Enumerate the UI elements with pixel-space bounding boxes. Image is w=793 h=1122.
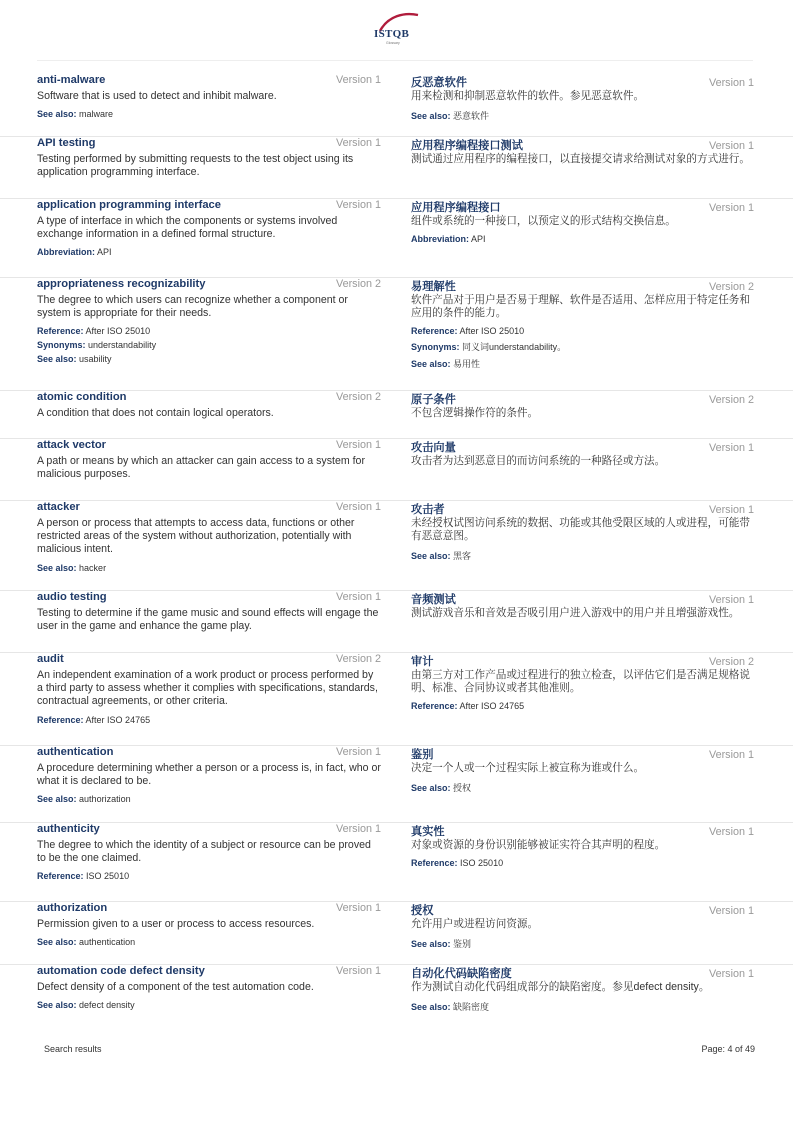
term-link[interactable]: authorization xyxy=(37,902,108,914)
footer-search-results: Search results xyxy=(44,1044,102,1054)
meta-label: Synonyms: xyxy=(411,342,460,353)
entry-header xyxy=(411,591,754,606)
logo-tagline: Glossary xyxy=(386,41,400,45)
english-entry xyxy=(37,501,381,590)
meta-value: 同义词understandability。 xyxy=(462,342,567,353)
definition-text: 未经授权试图访问系统的数据、功能或其他受限区域的人或进程，可能带有恶意意图。 xyxy=(411,517,750,543)
meta-value[interactable]: 授权 xyxy=(453,783,472,794)
meta-line xyxy=(411,781,754,794)
definition-text: A path or means by which an attacker can gain access to a system for malicious purposes. xyxy=(37,455,365,481)
version-label: Version 1 xyxy=(708,140,754,152)
meta-line xyxy=(37,1000,381,1010)
english-entry xyxy=(37,74,381,136)
entry-header xyxy=(37,74,381,89)
entry-header xyxy=(411,965,754,980)
chinese-entry xyxy=(411,74,754,136)
page-footer xyxy=(44,1044,755,1054)
meta-value[interactable]: defect density xyxy=(79,1000,135,1011)
chinese-entry xyxy=(411,199,754,277)
definition-text: 用来检测和抑制恶意软件的软件。参见恶意软件。 xyxy=(411,90,645,102)
meta-label: See also: xyxy=(411,939,451,950)
english-entry xyxy=(37,199,381,277)
version-label: Version 1 xyxy=(708,442,754,454)
version-label: Version 1 xyxy=(335,199,381,211)
header-divider xyxy=(37,60,753,61)
entry-header xyxy=(411,823,754,838)
version-label: Version 1 xyxy=(335,74,381,86)
meta-line xyxy=(37,715,381,725)
definition-text: Testing to determine if the game music and sound effects will engage the user in the game and enhance the game play. xyxy=(37,607,379,633)
meta-line xyxy=(411,326,754,336)
meta-value: ISO 25010 xyxy=(460,858,504,869)
definition-text: Testing performed by submitting requests to the test object using its application programming interface. xyxy=(37,153,354,179)
definition-text: Defect density of a component of the test automation code. xyxy=(37,981,314,993)
meta-value[interactable]: 鉴别 xyxy=(453,939,472,950)
term-link[interactable]: anti-malware xyxy=(37,74,106,86)
meta-value[interactable]: 缺陷密度 xyxy=(453,1002,490,1013)
meta-line xyxy=(411,234,754,244)
term-link[interactable]: 易理解性 xyxy=(411,281,456,293)
meta-value: After ISO 25010 xyxy=(85,326,151,337)
definition-text: 决定一个人或一个过程实际上被宣称为谁或什么。 xyxy=(411,762,645,774)
version-label: Version 1 xyxy=(708,749,754,761)
meta-line xyxy=(37,563,381,573)
entry-header xyxy=(411,391,754,406)
term-link[interactable]: atomic condition xyxy=(37,391,127,403)
meta-line xyxy=(411,549,754,562)
chinese-entry xyxy=(411,439,754,500)
version-label: Version 2 xyxy=(335,653,381,665)
meta-line xyxy=(37,247,381,257)
glossary-row xyxy=(0,137,793,199)
meta-value[interactable]: 黑客 xyxy=(453,551,472,562)
meta-value: After ISO 24765 xyxy=(85,714,151,725)
entry-header xyxy=(37,653,381,668)
term-link[interactable]: 攻击向量 xyxy=(411,442,456,454)
glossary-row xyxy=(0,823,793,902)
term-link[interactable]: 真实性 xyxy=(411,826,445,838)
term-link[interactable]: 应用程序编程接口 xyxy=(411,202,501,214)
definition-text: An independent examination of a work product or process performed by a third party to assess whether it complies with specifications, standards, contractual agreements, or other criteria. xyxy=(37,669,378,708)
definition-text: 对象或资源的身份识别能够被证实符合其声明的程度。 xyxy=(411,839,666,851)
glossary-row xyxy=(0,965,793,1027)
definition-text: Software that is used to detect and inhibit malware. xyxy=(37,90,277,102)
meta-line xyxy=(37,871,381,881)
english-entry xyxy=(37,439,381,500)
meta-label: See also: xyxy=(37,794,77,805)
glossary-entries xyxy=(0,74,793,1027)
glossary-row xyxy=(0,278,793,391)
entry-header xyxy=(411,653,754,668)
version-label: Version 2 xyxy=(708,656,754,668)
glossary-row xyxy=(0,653,793,746)
meta-value[interactable]: malware xyxy=(79,109,114,120)
english-entry xyxy=(37,823,381,901)
entry-header xyxy=(37,439,381,454)
version-label: Version 1 xyxy=(708,968,754,980)
version-label: Version 2 xyxy=(708,394,754,406)
entry-header xyxy=(37,391,381,406)
definition-text: 软件产品对于用户是否易于理解、软件是否适用、怎样应用于特定任务和应用的条件的能力。 xyxy=(411,294,750,320)
term-link[interactable]: 攻击者 xyxy=(411,504,445,516)
term-link[interactable]: authentication xyxy=(37,746,114,758)
term-link[interactable]: appropriateness recognizability xyxy=(37,278,206,290)
entry-header xyxy=(37,199,381,214)
meta-line xyxy=(37,354,381,364)
meta-line xyxy=(411,937,754,950)
entry-header xyxy=(37,591,381,606)
meta-line xyxy=(37,937,381,947)
definition-text: A condition that does not contain logical operators. xyxy=(37,407,274,419)
meta-value: API xyxy=(471,234,486,245)
chinese-entry xyxy=(411,823,754,901)
meta-label: Reference: xyxy=(411,326,458,337)
meta-label: Reference: xyxy=(37,714,84,725)
entry-header xyxy=(37,278,381,293)
english-entry xyxy=(37,965,381,1027)
meta-label: Reference: xyxy=(37,326,84,337)
istqb-logo xyxy=(372,12,420,48)
glossary-row xyxy=(0,439,793,501)
version-label: Version 1 xyxy=(335,137,381,149)
term-link[interactable]: 鉴别 xyxy=(411,749,434,761)
definition-text: 由第三方对工作产品或过程进行的独立检查，以评估它们是否满足规格说明、标准、合同协议或者其他准则。 xyxy=(411,669,750,695)
chinese-entry xyxy=(411,278,754,390)
meta-value: API xyxy=(97,247,112,258)
meta-value: After ISO 24765 xyxy=(459,701,525,712)
term-link[interactable]: attacker xyxy=(37,501,80,513)
chinese-entry xyxy=(411,965,754,1027)
meta-label: Reference: xyxy=(37,871,84,882)
meta-value[interactable]: 易用性 xyxy=(453,359,481,370)
definition-text: 测试通过应用程序的编程接口，以直接提交请求给测试对象的方式进行。 xyxy=(411,153,750,165)
version-label: Version 1 xyxy=(708,826,754,838)
glossary-row xyxy=(0,391,793,439)
version-label: Version 1 xyxy=(335,902,381,914)
entry-header xyxy=(37,746,381,761)
version-label: Version 1 xyxy=(335,501,381,513)
definition-text: A person or process that attempts to access data, functions or other restricted areas of the system without authorization, potentially with malicious intent. xyxy=(37,517,355,556)
definition-text: 组件或系统的一种接口，以预定义的形式结构交换信息。 xyxy=(411,215,676,227)
meta-value[interactable]: authentication xyxy=(79,937,136,948)
english-entry xyxy=(37,137,381,198)
meta-label: See also: xyxy=(37,109,77,120)
glossary-row xyxy=(0,902,793,965)
term-link[interactable]: application programming interface xyxy=(37,199,222,211)
version-label: Version 2 xyxy=(708,281,754,293)
term-link[interactable]: 审计 xyxy=(411,656,434,668)
english-entry xyxy=(37,902,381,964)
english-entry xyxy=(37,746,381,822)
chinese-entry xyxy=(411,746,754,822)
entry-header xyxy=(411,501,754,516)
version-label: Version 2 xyxy=(335,278,381,290)
meta-label: See also: xyxy=(37,937,77,948)
meta-line xyxy=(411,340,754,353)
chinese-entry xyxy=(411,501,754,590)
meta-label: Synonyms: xyxy=(37,340,86,351)
version-label: Version 1 xyxy=(708,504,754,516)
meta-line xyxy=(411,858,754,868)
meta-value[interactable]: hacker xyxy=(79,562,107,573)
definition-text: A type of interface in which the components or systems involved exchange information in a defined formal structure. xyxy=(37,215,338,241)
meta-line xyxy=(411,701,754,711)
definition-text: The degree to which users can recognize whether a component or system is appropriate for their needs. xyxy=(37,294,348,320)
entry-header xyxy=(37,137,381,152)
version-label: Version 1 xyxy=(335,746,381,758)
meta-line xyxy=(37,326,381,336)
english-entry xyxy=(37,653,381,745)
term-link[interactable]: audit xyxy=(37,653,64,665)
meta-line xyxy=(411,1000,754,1013)
entry-header xyxy=(411,74,754,89)
entry-header xyxy=(37,501,381,516)
term-link[interactable]: 原子条件 xyxy=(411,394,456,406)
chinese-entry xyxy=(411,137,754,198)
term-link[interactable]: attack vector xyxy=(37,439,107,451)
meta-value: After ISO 25010 xyxy=(459,326,525,337)
meta-value: understandability xyxy=(88,340,157,351)
chinese-entry xyxy=(411,391,754,438)
version-label: Version 1 xyxy=(708,594,754,606)
english-entry xyxy=(37,391,381,438)
definition-text: A procedure determining whether a person or a process is, in fact, who or what it is declared to be. xyxy=(37,762,381,788)
term-link[interactable]: authenticity xyxy=(37,823,100,835)
meta-label: Reference: xyxy=(411,858,458,869)
english-entry xyxy=(37,278,381,390)
meta-label: See also: xyxy=(411,111,451,122)
term-link[interactable]: automation code defect density xyxy=(37,965,205,977)
english-entry xyxy=(37,591,381,652)
version-label: Version 1 xyxy=(335,965,381,977)
version-label: Version 2 xyxy=(335,391,381,403)
meta-line xyxy=(37,109,381,119)
version-label: Version 1 xyxy=(708,905,754,917)
meta-label: See also: xyxy=(37,354,77,365)
entry-header xyxy=(37,965,381,980)
meta-label: See also: xyxy=(411,359,451,370)
chinese-entry xyxy=(411,591,754,652)
meta-label: See also: xyxy=(411,1002,451,1013)
meta-label: See also: xyxy=(37,562,77,573)
chinese-entry xyxy=(411,902,754,964)
definition-text: 作为测试自动化代码组成部分的缺陷密度。参见defect density。 xyxy=(411,981,710,993)
entry-header xyxy=(411,278,754,293)
version-label: Version 1 xyxy=(708,202,754,214)
definition-text: 攻击者为达到恶意目的而访问系统的一种路径或方法。 xyxy=(411,455,666,467)
version-label: Version 1 xyxy=(335,591,381,603)
glossary-row xyxy=(0,591,793,653)
version-label: Version 1 xyxy=(335,439,381,451)
glossary-row xyxy=(0,199,793,278)
entry-header xyxy=(411,902,754,917)
meta-line xyxy=(411,109,754,122)
entry-header xyxy=(411,746,754,761)
glossary-row xyxy=(0,74,793,137)
meta-label: See also: xyxy=(411,783,451,794)
version-label: Version 1 xyxy=(335,823,381,835)
entry-header xyxy=(37,823,381,838)
term-link[interactable]: audio testing xyxy=(37,591,107,603)
meta-value[interactable]: usability xyxy=(79,354,112,365)
version-label: Version 1 xyxy=(708,77,754,89)
term-link[interactable]: API testing xyxy=(37,137,96,149)
chinese-entry xyxy=(411,653,754,745)
definition-text: Permission given to a user or process to access resources. xyxy=(37,918,315,930)
meta-label: Reference: xyxy=(411,701,458,712)
definition-text: 测试游戏音乐和音效是否吸引用户进入游戏中的用户并且增强游戏性。 xyxy=(411,607,740,619)
meta-label: Abbreviation: xyxy=(411,234,470,245)
term-link[interactable]: 音频测试 xyxy=(411,594,456,606)
definition-text: 不包含逻辑操作符的条件。 xyxy=(411,407,539,419)
term-link[interactable]: 授权 xyxy=(411,905,434,917)
meta-label: Abbreviation: xyxy=(37,247,96,258)
term-link[interactable]: 应用程序编程接口测试 xyxy=(411,140,523,152)
meta-line xyxy=(37,340,381,350)
definition-text: The degree to which the identity of a subject or resource can be proved to be the one claimed. xyxy=(37,839,371,865)
glossary-row xyxy=(0,746,793,823)
term-link[interactable]: 反恶意软件 xyxy=(411,77,467,89)
term-link[interactable]: 自动化代码缺陷密度 xyxy=(411,968,512,980)
footer-page-number: Page: 4 of 49 xyxy=(701,1044,755,1054)
entry-header xyxy=(411,137,754,152)
logo-brand: ISTQB xyxy=(374,28,410,40)
meta-line xyxy=(37,794,381,804)
meta-label: See also: xyxy=(411,551,451,562)
meta-value: ISO 25010 xyxy=(86,871,130,882)
definition-text: 允许用户或进程访问资源。 xyxy=(411,918,539,930)
meta-label: See also: xyxy=(37,1000,77,1011)
entry-header xyxy=(37,902,381,917)
glossary-row xyxy=(0,501,793,591)
entry-header xyxy=(411,439,754,454)
meta-line xyxy=(411,357,754,370)
meta-value[interactable]: authorization xyxy=(79,794,131,805)
meta-value[interactable]: 恶意软件 xyxy=(453,111,490,122)
entry-header xyxy=(411,199,754,214)
